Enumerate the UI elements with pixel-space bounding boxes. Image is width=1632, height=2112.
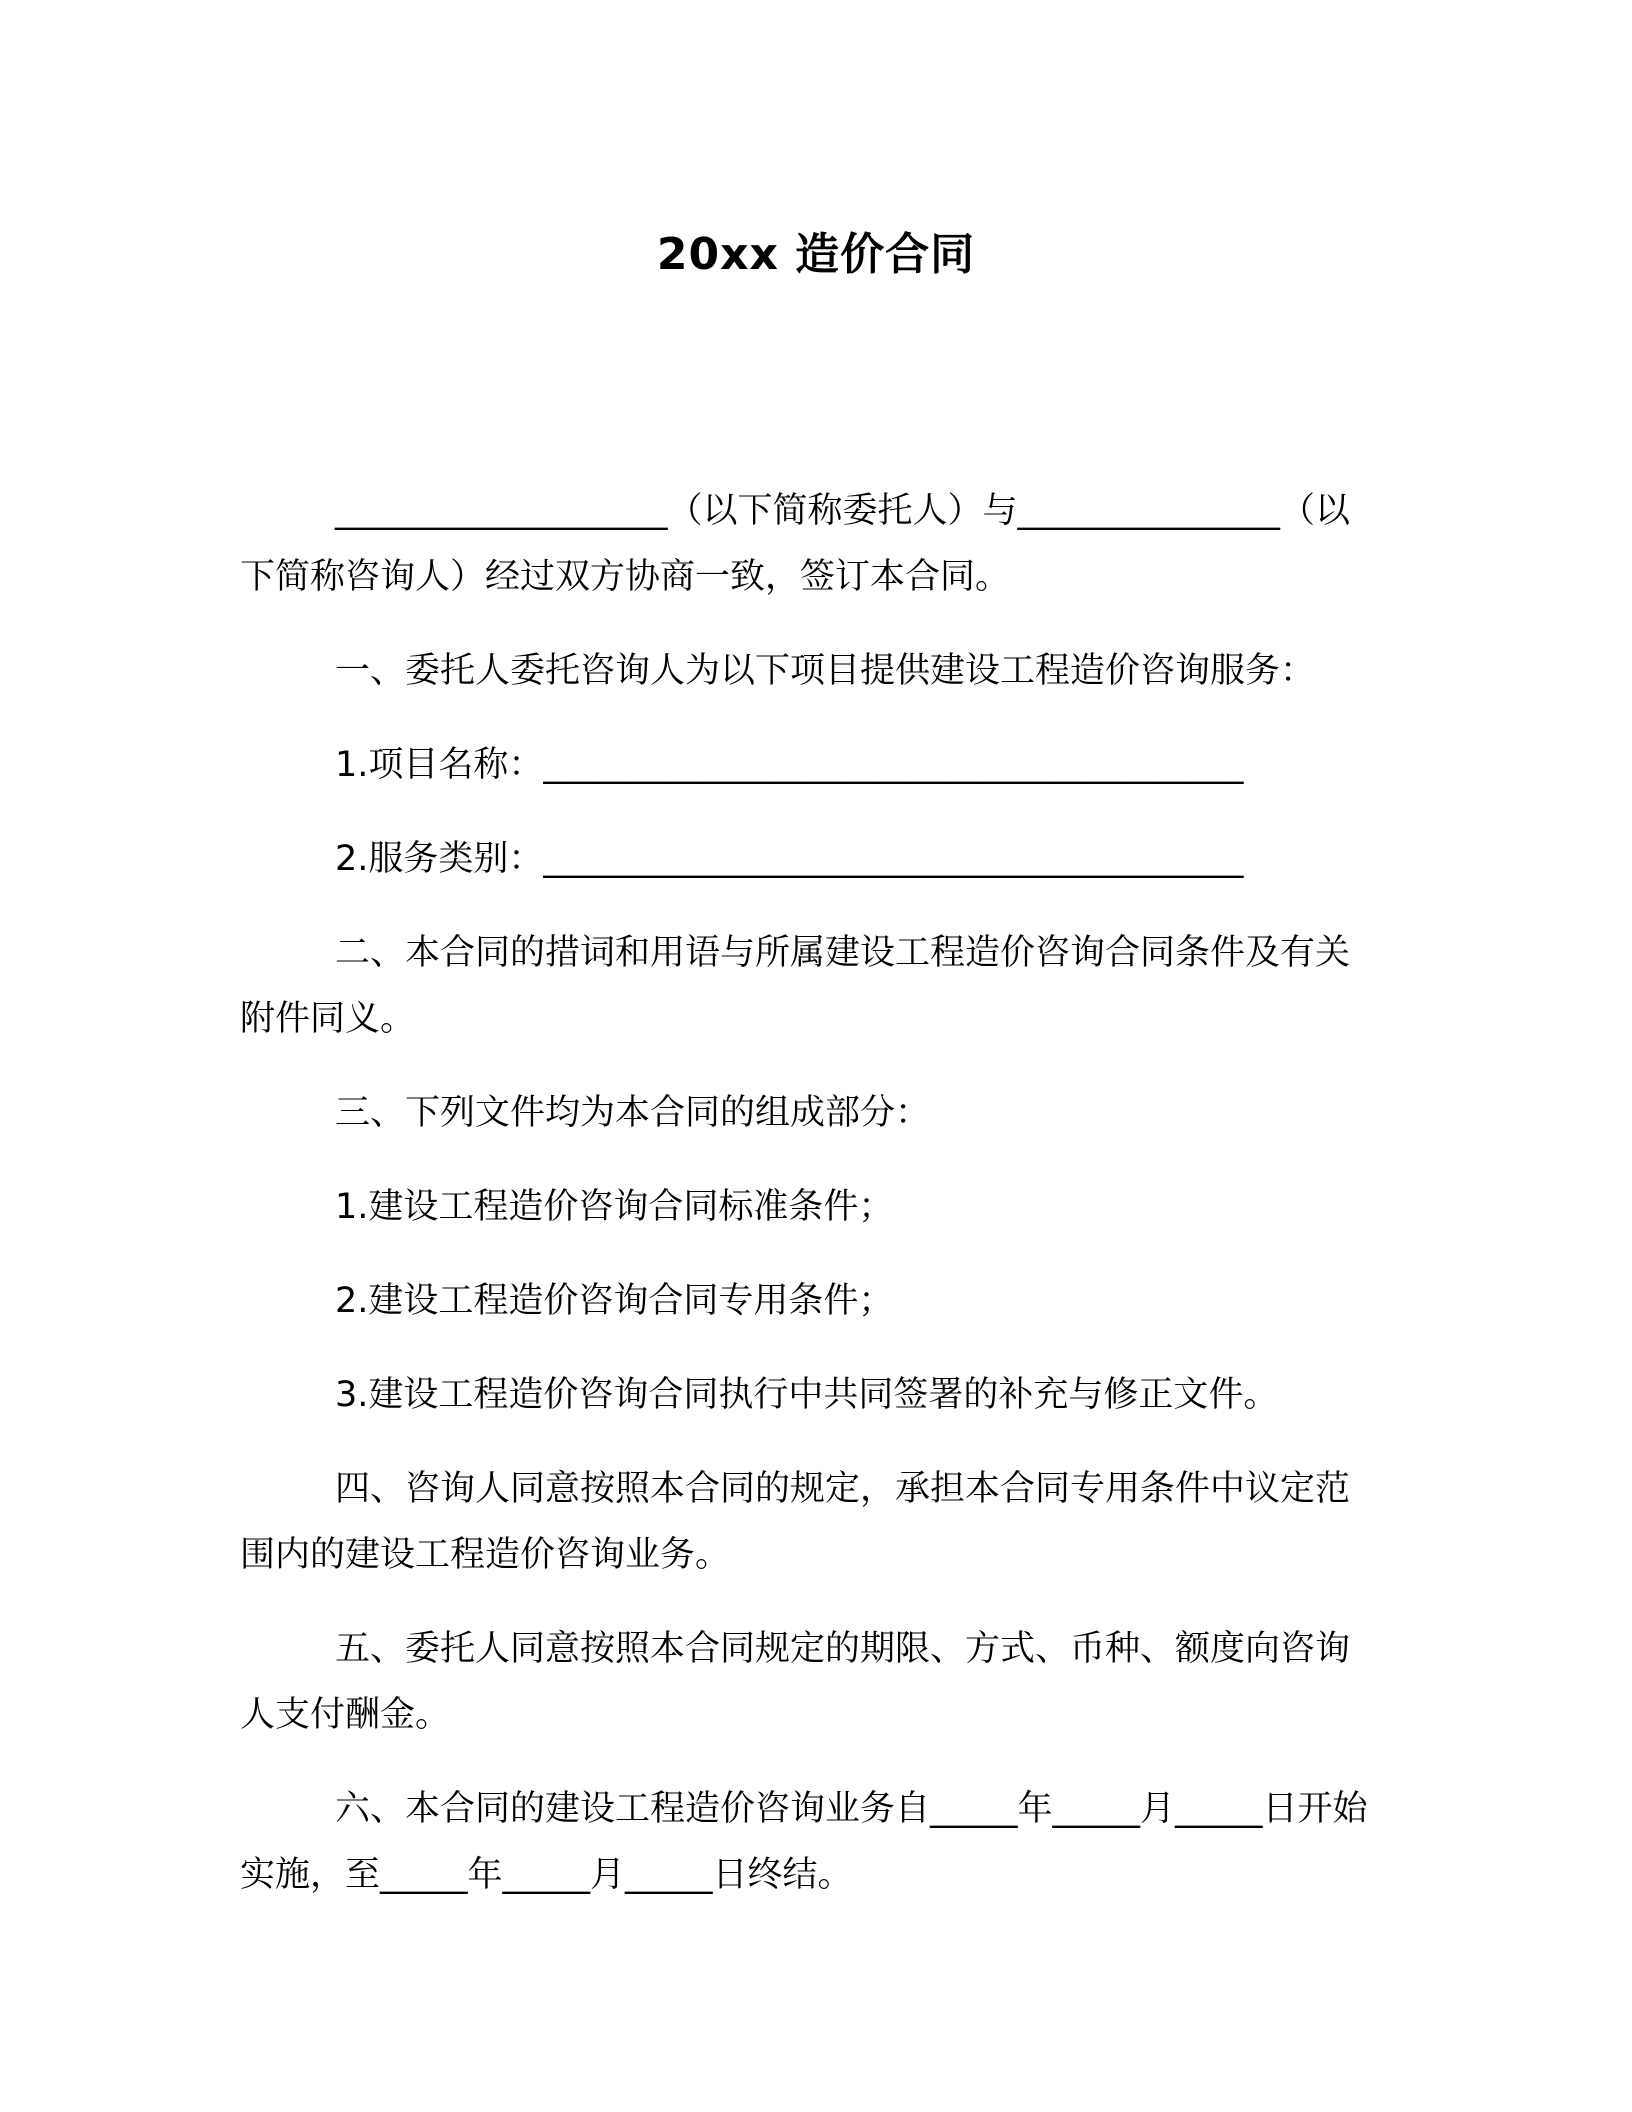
paragraph-clause-2: 二、本合同的措词和用语与所属建设工程造价咨询合同条件及有关附件同义。 [240,933,1351,1039]
document-body [240,478,1380,1908]
paragraph-clause-5: 五、委托人同意按照本合同规定的期限、方式、币种、额度向咨询人支付酬金。 [240,1629,1351,1735]
paragraph-clause-1: 一、委托人委托咨询人为以下项目提供建设工程造价咨询服务： [335,651,1316,691]
paragraph-parties: ___________________（以下简称委托人）与_______________（以下简称咨询人）经过双方协商一致，签订本合同。 [240,491,1351,597]
paragraph-doc-1: 1.建设工程造价咨询合同标准条件； [335,1187,894,1227]
paragraph-clause-4: 四、咨询人同意按照本合同的规定，承担本合同专用条件中议定范围内的建设工程造价咨询业务。 [240,1469,1351,1575]
document-title: 20xx 造价合同 [656,229,976,280]
paragraph-clause-3: 三、下列文件均为本合同的组成部分： [335,1093,931,1133]
paragraph-doc-3: 3.建设工程造价咨询合同执行中共同签署的补充与修正文件。 [335,1375,1279,1415]
paragraph-doc-2: 2.建设工程造价咨询合同专用条件； [335,1281,894,1321]
paragraph-project-name: 1.项目名称：________________________________________ [335,745,1244,785]
paragraph-clause-6: 六、本合同的建设工程造价咨询业务自_____年_____月_____日开始实施，至_____年_____月_____日终结。 [240,1789,1368,1895]
paragraph-service-type: 2.服务类别：________________________________________ [335,839,1244,879]
